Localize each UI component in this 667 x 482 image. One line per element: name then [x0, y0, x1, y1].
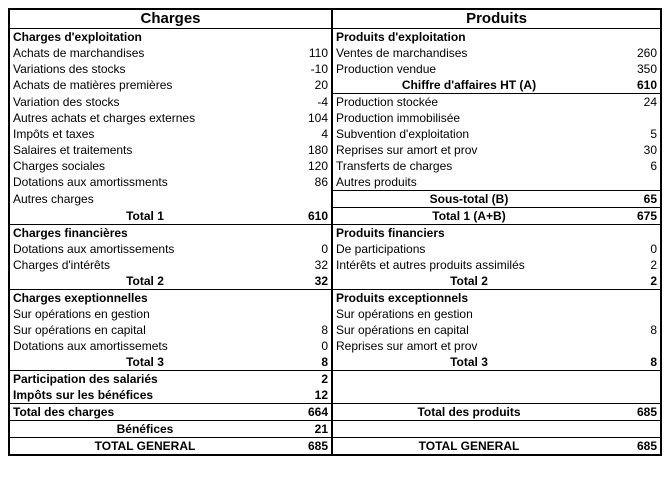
charges-financieres-title: Charges financières: [13, 226, 128, 240]
table-row: Variations des stocks -10 Production vendue 350: [13, 62, 657, 76]
table-row: Sur opérations en capital 8 Sur opérations en capital 8: [13, 323, 657, 337]
total-row: Total 3 8 Total 3 8: [9, 354, 661, 371]
produits-exceptionnels-title: Produits exceptionnels: [336, 291, 469, 305]
impots-benefices-row: Impôts sur les bénéfices 12: [9, 387, 661, 404]
chiffre-affaires-label: Chiffre d'affaires HT (A): [332, 77, 605, 94]
total-row: Total 1 610 Total 1 (A+B) 675: [9, 208, 661, 225]
participation-row: Participation des salariés 2: [9, 371, 661, 388]
table-row: Dotations aux amortissemets 0 Reprises sur amort et prov: [13, 339, 478, 353]
charges-exceptionnelles-title: Charges exeptionnelles: [13, 291, 148, 305]
total-general-row: TOTAL GENERAL 685 TOTAL GENERAL 685: [94, 439, 657, 453]
table-row: Charges sociales 120 Transferts de charges 6: [13, 159, 657, 173]
income-statement-table: [8, 8, 662, 456]
table-row: Dotations aux amortissments 86 Autres produits: [13, 175, 417, 190]
table-row: Charges d'intérêts 32 Intérêts et autres produits assimilés 2: [13, 258, 657, 272]
benefices-row: Bénéfices 21: [9, 421, 661, 438]
table-row: Sur opérations en gestion Sur opérations en gestion: [13, 307, 473, 321]
section-title-row: [9, 290, 661, 307]
sous-total-value: 65: [605, 191, 661, 208]
table-row: Dotations aux amortissements 0 De participations 0: [13, 242, 657, 256]
sous-total-label: Sous-total (B): [332, 191, 605, 208]
table-row: Variation des stocks -4 Production stockée 24: [13, 94, 657, 109]
table-row: Autres charges Sous-total (B) 65: [9, 191, 661, 208]
table-row: Achats de marchandises 110 Ventes de marchandises 260: [13, 46, 657, 60]
charges-header: Charges: [9, 9, 332, 29]
table-row: Achats de matières premières 20 Chiffre d'affaires HT (A) 610: [9, 77, 661, 94]
charges-exploitation-title: Charges d'exploitation: [13, 30, 142, 44]
produits-exploitation-title: Produits d'exploitation: [336, 30, 466, 44]
chiffre-affaires-value: 610: [605, 77, 661, 94]
section-title-row: [9, 225, 661, 242]
total-row: Total 2 32 Total 2 2: [9, 273, 661, 290]
compte-de-resultat: [8, 8, 662, 456]
produits-financiers-title: Produits financiers: [336, 226, 445, 240]
table-header-row: [9, 9, 661, 29]
table-row: Autres achats et charges externes 104 Production immobilisée: [13, 111, 461, 125]
section-title-row: [9, 29, 661, 46]
table-row: Impôts et taxes 4 Subvention d'exploitation 5: [13, 127, 657, 141]
table-row: Salaires et traitements 180 Reprises sur amort et prov 30: [13, 143, 657, 157]
produits-header: Produits: [332, 9, 661, 29]
total-charges-produits-row: Total des charges 664 Total des produits 685: [9, 404, 661, 421]
